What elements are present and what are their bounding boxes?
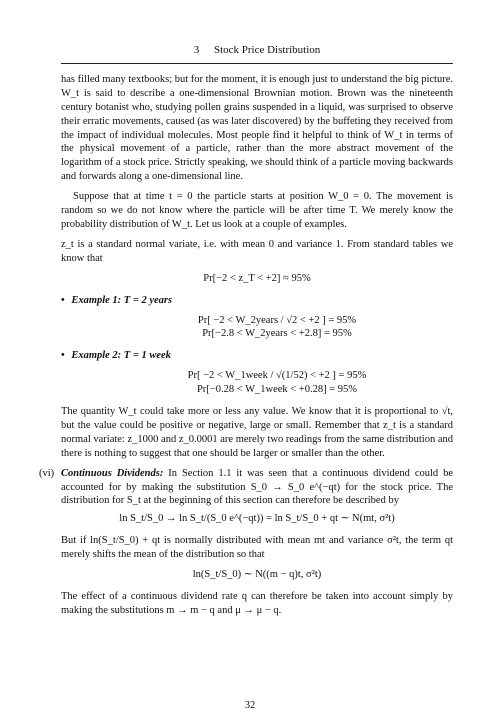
equation-shift: ln(S_t/S_0) ∼ N((m − q)t, σ²t) [192,569,322,581]
paragraph-2: Suppose that at time t = 0 the particle starts at position W_0 = 0. The movement is random so we do not know where the particle will be after time T. We merely know the probability distribution of W_t. Let us look at a couple of examples. [61,191,453,230]
section-vi [39,467,453,509]
paragraph-7: The effect of a continuous dividend rate q can therefore be taken into account simply by making the substitutions m → m − q and μ → μ − q. [61,591,453,616]
example-1-label [61,294,453,308]
bullet-icon: • [61,350,65,362]
example-2-line-1: Pr[ −2 < W_1week / √(1/52) < +2 ] = 95% [187,370,367,382]
example-1-line-1: Pr[ −2 < W_2years / √2 < +2 ] = 95% [197,314,357,326]
paragraph-6: But if ln(S_t/S_0) + qt is normally distributed with mean mt and variance σ²t, the term qt merely shifts the mean of the distribution so that [61,535,453,561]
section-title: Continuous Dividends: [61,467,164,479]
chapter-title: Stock Price Distribution [213,44,321,56]
example-2-text: Example 2: T = 1 week [71,350,171,362]
paragraph-3: z_t is a standard normal variate, i.e. with mean 0 and variance 1. From standard tables we know that [61,238,453,264]
paragraph-5: In Section 1.1 it was seen that a continuous dividend could be accounted for by making the substitution S_0 → S_0 e^(−qt) for the stock price. The distribution for S_t at the beginning of this section can therefore be described by [61,467,453,507]
example-1-line-2: Pr[−2.8 < W_2years < +2.8] = 95% [202,328,352,340]
example-2-equations [101,369,453,397]
paragraph-4: The quantity W_t could take more or less any value. We know that it is proportional to √t, but the value could be positive or negative, large or small. Remember that z_t is a standard normal variate: z_1000 and z_0.0001 are merely two readings from the same distribution and there is nothing to suggest that one should be larger or smaller than the other. [61,406,453,459]
example-2-label [61,349,453,363]
section-label: (vi) [39,467,55,479]
bullet-icon: • [61,294,65,306]
paragraph-1: has filled many textbooks; but for the moment, it is enough just to understand the big picture. W_t is said to describe a one-dimensional Brownian motion. Brown was the nineteenth century botanist who, studying pollen grains suspended in a liquid, was surprised to observe their erratic movements, caused (as was later discovered) by the buffeting they received from the impact of individual molecules. Most people find it helpful to think of W_t in terms of the physical movement of a particle, rather than the more abstract movement of the logarithm of a stock price. Strictly speaking, we should think of a particle moving backwards and forwards along a one-dimensional line. [61,73,453,183]
header-rule [61,63,453,64]
equation-dividend: ln S_t/S_0 → ln S_t/(S_0 e^(−qt)) = ln S_t/S_0 + qt ∼ N(mt, σ²t) [119,513,395,525]
page-number: 32 [244,700,256,711]
example-1-text: Example 1: T = 2 years [71,294,173,306]
chapter-number: 3 [193,44,200,56]
page-content [39,44,453,624]
running-header [61,44,453,58]
example-1-equations [101,314,453,342]
example-2-line-2: Pr[−0.28 < W_1week < +0.28] = 95% [196,384,358,396]
equation-pr: Pr[−2 < z_T < +2] ≈ 95% [203,272,311,284]
section-vi-paragraph [61,467,453,509]
